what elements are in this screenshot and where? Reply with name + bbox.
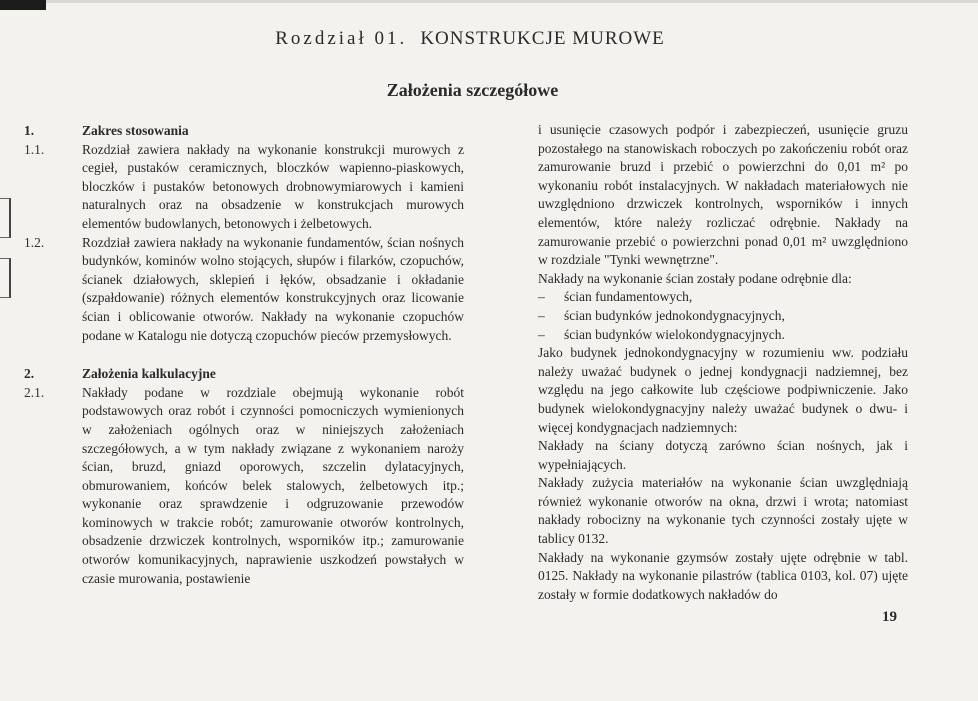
section-number: 2. xyxy=(24,366,35,382)
section-heading xyxy=(24,122,464,141)
right-column xyxy=(538,121,908,604)
list-item-text: ścian budynków wielokondygnacyjnych. xyxy=(564,326,785,342)
paragraph-text: Nakłady na wykonanie ścian zostały podane odrębnie dla: xyxy=(538,270,852,286)
section-subtitle: Założenia szczegółowe xyxy=(386,80,559,100)
chapter-number: Rozdział 01. xyxy=(275,28,408,49)
binding-bracket xyxy=(0,258,11,298)
paragraph xyxy=(24,384,464,589)
paragraph-text: Nakłady zużycia materiałów na wykonanie ścian uwzględniają również wykonanie otworów na okna, drzwi i wrota; natomiast nakłady robocizny na wykonanie tych czynności zostały ujęte w tablicy 0132. xyxy=(538,475,908,547)
section-title: Założenia kalkulacyjne xyxy=(82,366,216,382)
section-title: Zakres stosowania xyxy=(82,123,189,138)
list-item-text: ścian fundamentowych, xyxy=(564,289,693,305)
chapter-title: KONSTRUKCJE MUROWE xyxy=(420,28,665,49)
paragraph-number: 1.2. xyxy=(24,234,45,250)
page-number: 19 xyxy=(882,609,897,625)
section-heading xyxy=(24,365,464,384)
paragraph-text: Jako budynek jednokondygnacyjny w rozumieniu ww. podziału należy uważać budynek o jednej kondygnacji nadziemnej, bez względu na jego całkowite lub częściowe podpiwniczenie. Jako budynek wielokondygnacyjny należy uważać budynek o dwu- i więcej kondygnacjach nadziemnych: xyxy=(538,345,908,435)
page-top-edge xyxy=(0,0,978,3)
list-item-text: ścian budynków jednokondygnacyjnych, xyxy=(564,307,785,323)
scan-corner-mark xyxy=(0,0,46,10)
paragraph-number: 2.1. xyxy=(24,384,45,400)
left-column xyxy=(24,122,464,588)
paragraph-number: 1.1. xyxy=(24,141,45,157)
paragraph-text: i usunięcie czasowych podpór i zabezpieczeń, usunięcie gruzu pozostałego na stanowiskach roboczych po zakończeniu robót oraz zamurowanie bruzd i przebić o powierzchni do 0,01 m² po wykonaniu robót instalacyjnych. W nakładach materiałowych nie uwzględniono drzwiczek kontrolnych, wsporników i innych elementów, które należy rozliczać odrębnie. Nakłady na zamurowanie przebić o powierzchni ponad 0,01 m² uwzględniono w rozdziale "Tynki wewnętrzne". xyxy=(538,122,908,268)
list-dash: – xyxy=(538,326,545,342)
list-dash: – xyxy=(538,307,545,323)
paragraph xyxy=(24,141,464,234)
paragraph-text: Rozdział zawiera nakłady na wykonanie fundamentów, ścian nośnych budynków, kominów wolno stojących, słupów i filarków, czopuchów, ścianek działowych, sklepień i łęków, obsadzanie i okładanie (szpałdowanie) różnych elementów konstrukcyjnych oraz licowanie ścian i oblicowanie otworów. Nakłady na wykonanie czopuchów podane w Katalogu nie dotyczą czopuchów pieców przemysłowych. xyxy=(82,234,464,343)
paragraph-text: Nakłady na wykonanie gzymsów zostały ujęte odrębnie w tabl. 0125. Nakłady na wykonanie pilastrów (tablica 0103, kol. 07) ujęte zostały w formie dodatkowych nakładów do xyxy=(538,549,908,602)
list-item xyxy=(538,307,908,326)
list-item xyxy=(538,326,908,345)
chapter-header xyxy=(0,28,940,50)
paragraph-text: Rozdział zawiera nakłady na wykonanie konstrukcji murowych z cegieł, pustaków ceramicznych, bloczków wapienno-piaskowych, bloczków i pustaków betonowych drobnowymiarowych i kamieni naturalnych oraz na obsadzenie w konstrukcjach murowych elementów budowlanych, betonowych i żelbetowych. xyxy=(82,141,464,231)
paragraph-text: Nakłady na ściany dotyczą zarówno ścian nośnych, jak i wypełniających. xyxy=(538,438,908,472)
paragraph-text: Nakłady podane w rozdziale obejmują wykonanie robót podstawowych oraz robót i czynności pomocniczych wymienionych w założeniach ogólnych oraz w niniejszych założeniach szczegółowych, a w tym nakłady związane z wykonaniem naroży ścian, bruzd, gniazd oporowych, szczelin dylatacyjnych, obmurowaniem, końców belek stalowych, żelbetowych itp.; wykonanie oraz sprawdzenie i odgruzowanie przewodów kominowych w trakcie robót; zamurowanie otworów kontrolnych, obsadzenie drzwiczek kontrolnych, wsporników itp.; zamurowanie otworów komunikacyjnych, naprawienie uszkodzeń powstałych w czasie murowania, postawienie xyxy=(82,384,464,586)
paragraph xyxy=(24,234,464,346)
binding-bracket xyxy=(0,198,11,238)
list-item xyxy=(538,288,908,307)
section-number: 1. xyxy=(24,123,35,138)
list-dash: – xyxy=(538,289,545,305)
